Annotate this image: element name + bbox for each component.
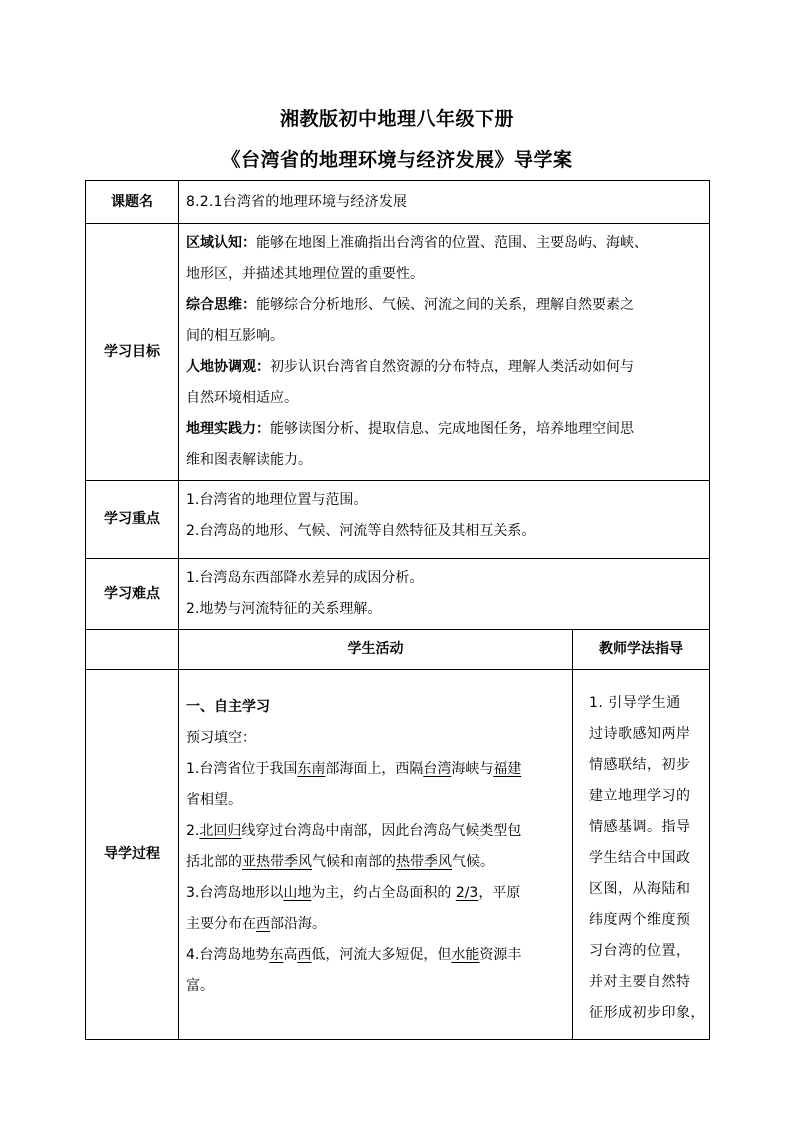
student-activity-header: 学生活动 — [179, 630, 573, 670]
fill-in-intro: 预习填空： — [186, 730, 256, 746]
process-label: 导学过程 — [86, 670, 179, 1040]
column-header-row — [86, 630, 710, 670]
section-title: 一、自主学习 — [186, 699, 270, 715]
difficulties-row — [86, 559, 710, 630]
goal-item: 综合思维：能够综合分析地形、气候、河流之间的关系，理解自然要素之 — [186, 297, 634, 313]
goal-item: 地理实践力：能够读图分析、提取信息、完成地图任务，培养地理空间思 — [186, 421, 634, 437]
topic-label: 课题名 — [86, 181, 179, 224]
question-3: 3.台湾岛地形以山地为主，约占全岛面积的 2/3，平原 — [186, 885, 521, 901]
answer-blank: 亚热带季风 — [242, 854, 312, 870]
key-points-label: 学习重点 — [86, 481, 179, 559]
difficulties-content: 1.台湾岛东西部降水差异的成因分析。 2.地势与河流特征的关系理解。 — [179, 559, 710, 630]
answer-blank: 山地 — [283, 885, 312, 901]
answer-blank: 东南 — [297, 761, 326, 777]
document-subtitle: 《台湾省的地理环境与经济发展》导学案 — [221, 149, 573, 171]
topic-row — [86, 181, 710, 224]
answer-blank: 福建 — [493, 761, 522, 777]
answer-blank: 水能 — [451, 947, 480, 963]
goals-label: 学习目标 — [86, 224, 179, 481]
answer-blank: 东 — [269, 947, 284, 963]
goals-row — [86, 224, 710, 481]
teacher-guidance-header: 教师学法指导 — [573, 630, 710, 670]
document-title: 湘教版初中地理八年级下册 — [279, 108, 514, 130]
question-1: 1.台湾省位于我国东南部海面上，西隔台湾海峡与福建 — [186, 761, 522, 777]
topic-value: 8.2.1台湾省的地理环境与经济发展 — [179, 181, 710, 224]
study-guide-table — [85, 180, 710, 1040]
answer-blank: 西 — [297, 947, 312, 963]
answer-blank: 北回归 — [199, 823, 242, 839]
difficulties-label: 学习难点 — [86, 559, 179, 630]
student-activity-content: 一、自主学习 预习填空： 1.台湾省位于我国东南部海面上，西隔台湾海峡与福建 省相望。 2.北回归线穿过台湾岛中南部，因此台湾岛气候类型包 括北部的亚热带季风气候和南部的热带季风气候。 3.台湾岛地形以山地为主，约占全岛面积的 2/3，平原 主要分布在西部沿海。 4.台湾岛地势东高西低，河流大多短促，但水能资源丰 富。 — [179, 670, 573, 1040]
question-2: 2.北回归线穿过台湾岛中南部，因此台湾岛气候类型包 — [186, 823, 522, 839]
empty-header-cell — [86, 630, 179, 670]
key-points-content: 1.台湾省的地理位置与范围。 2.台湾岛的地形、气候、河流等自然特征及其相互关系。 — [179, 481, 710, 559]
answer-blank: 台湾 — [423, 761, 452, 777]
teacher-guidance-content: 1. 引导学生通 过诗歌感知两岸 情感联结，初步 建立地理学习的 情感基调。指导 学生结合中国政 区图，从海陆和 纬度两个维度预 习台湾的位置， 并对主要自然特 征形成初步印象， — [573, 670, 710, 1040]
answer-blank: 热带季风 — [396, 854, 452, 870]
answer-blank: 2/3 — [455, 885, 479, 901]
key-points-row — [86, 481, 710, 559]
answer-blank: 西 — [256, 916, 270, 932]
goal-item: 区域认知：能够在地图上准确指出台湾省的位置、范围、主要岛屿、海峡、 — [186, 235, 648, 251]
process-row — [86, 670, 710, 1040]
question-4: 4.台湾岛地势东高西低，河流大多短促，但水能资源丰 — [186, 947, 522, 963]
goal-item: 人地协调观：初步认识台湾省自然资源的分布特点，理解人类活动如何与 — [186, 359, 634, 375]
goals-content: 区域认知：能够在地图上准确指出台湾省的位置、范围、主要岛屿、海峡、 地形区，并描述其地理位置的重要性。 综合思维：能够综合分析地形、气候、河流之间的关系，理解自然要素之 间的相互影响。 人地协调观：初步认识台湾省自然资源的分布特点，理解人类活动如何与 自然环境相适应。 地理实践力：能够读图分析、提取信息、完成地图任务，培养地理空间思 维和图表解读能力。 — [179, 224, 710, 481]
